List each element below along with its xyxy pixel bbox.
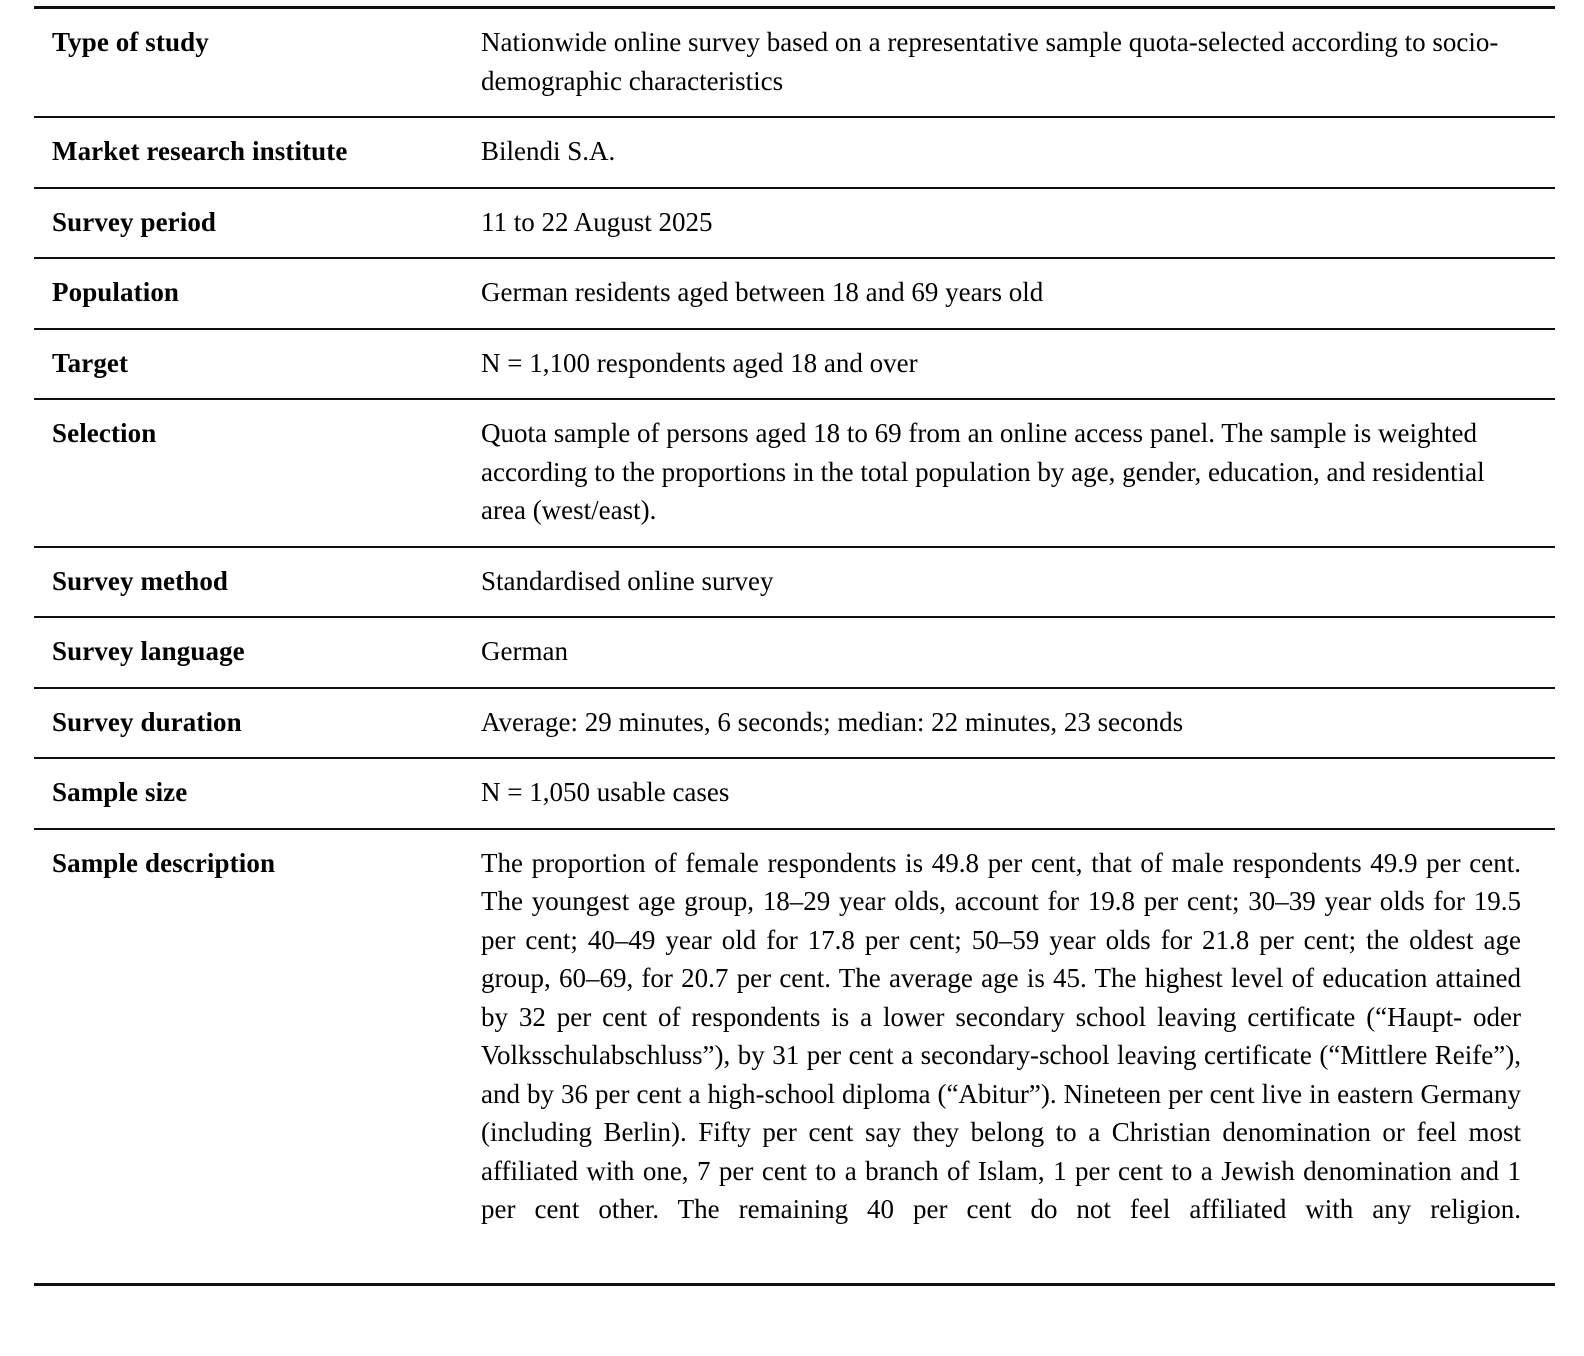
row-label-survey-method: Survey method — [34, 547, 475, 618]
value-text: Average: 29 minutes, 6 seconds; median: 22 minutes, 23 seconds — [481, 706, 1184, 737]
row-label-survey-period: Survey period — [34, 188, 475, 259]
row-value-survey-period — [475, 188, 1555, 259]
table-row — [34, 758, 1555, 829]
row-label-survey-duration: Survey duration — [34, 688, 475, 759]
table-row — [34, 188, 1555, 259]
row-value-population — [475, 258, 1555, 329]
row-label-target: Target — [34, 329, 475, 400]
row-value-sample-description — [475, 829, 1555, 1285]
table-row — [34, 688, 1555, 759]
value-text: 11 to 22 August 2025 — [481, 206, 713, 237]
row-label-sample-size: Sample size — [34, 758, 475, 829]
row-value-survey-duration — [475, 688, 1555, 759]
table-body — [34, 8, 1555, 1285]
table-row — [34, 117, 1555, 188]
table-row — [34, 617, 1555, 688]
row-label-population: Population — [34, 258, 475, 329]
row-value-sample-size — [475, 758, 1555, 829]
table-row — [34, 8, 1555, 118]
value-text: The proportion of female respondents is 49.8 per cent, that of male respondents 49.9 per cent. The youngest age group, 18–29 year olds, account for 19.8 per cent; 30–39 year olds for 19.5 per cent; 40–49 year old for 17.8 per cent; 50–59 year olds for 21.8 per cent; the oldest age group, 60–69, for 20.7 per cent. The average age is 45. The highest level of education attained by 32 per cent of respondents is a lower secondary school leaving certificate (“Haupt- oder Volksschulabschluss”), by 31 per cent a secondary-school leaving certificate (“Mittlere Reife”), and by 36 per cent a high-school diploma (“Abitur”). Nineteen per cent live in eastern Germany (including Berlin). Fifty per cent say they belong to a Christian denomination or feel most affiliated with one, 7 per cent to a branch of Islam, 1 per cent to a Jewish denomination and 1 per cent other. The remaining 40 per cent do not feel affiliated with any religion. — [481, 847, 1521, 1224]
row-label-sample-description: Sample description — [34, 829, 475, 1285]
row-label-market-research-institute: Market research institute — [34, 117, 475, 188]
value-text: Quota sample of persons aged 18 to 69 from an online access panel. The sample is weighted according to the proportions in the total population by age, gender, education, and residential area (west/east). — [481, 418, 1485, 525]
table-row — [34, 829, 1555, 1285]
row-value-target — [475, 329, 1555, 400]
value-text: German — [481, 636, 568, 666]
table-row — [34, 258, 1555, 329]
study-methodology-table — [34, 6, 1555, 1286]
row-value-market-research-institute — [475, 117, 1555, 188]
table-row — [34, 547, 1555, 618]
value-text: Standardised online survey — [481, 565, 774, 596]
value-text: N = 1,100 respondents aged 18 and over — [481, 347, 918, 378]
table-row — [34, 399, 1555, 547]
row-value-selection — [475, 399, 1555, 547]
value-text: German residents aged between 18 and 69 years old — [481, 277, 1044, 307]
row-value-survey-language — [475, 617, 1555, 688]
value-text: Bilendi S.A. — [481, 136, 616, 166]
row-value-type-of-study — [475, 8, 1555, 118]
value-text: Nationwide online survey based on a representative sample quota-selected according to socio-demographic characteristics — [481, 27, 1499, 96]
value-text: N = 1,050 usable cases — [481, 777, 730, 807]
document-page — [0, 6, 1584, 1356]
row-value-survey-method — [475, 547, 1555, 618]
row-label-type-of-study: Type of study — [34, 8, 475, 118]
row-label-selection: Selection — [34, 399, 475, 547]
row-label-survey-language: Survey language — [34, 617, 475, 688]
table-row — [34, 329, 1555, 400]
